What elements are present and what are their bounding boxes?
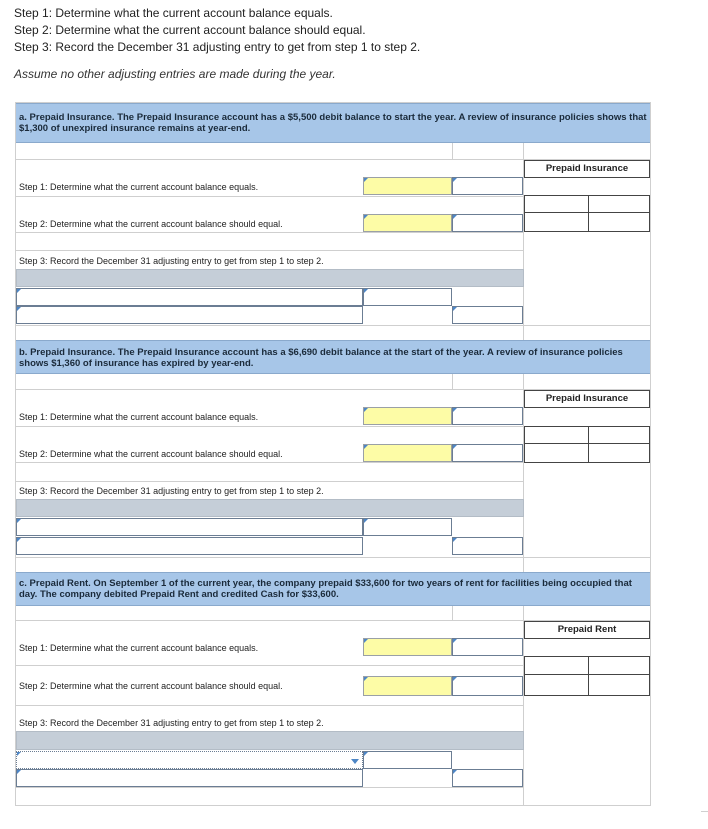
section-b-t-account-credit-cell[interactable] [588,443,650,463]
section-a-journal-header-bar [16,269,524,287]
input-corner-marker [364,215,368,219]
instruction-step3: Step 3: Record the December 31 adjusting entry to get from step 1 to step 2. [14,40,421,54]
section-a-step1-answer[interactable] [363,177,452,195]
input-corner-marker [453,408,457,412]
section-c-entry2-credit-input[interactable] [452,769,523,787]
grid-line [16,325,650,326]
section-a-entry2-credit-input[interactable] [452,306,523,324]
section-a-step2-amount-input[interactable] [452,214,523,232]
input-corner-marker [453,538,457,542]
section-b-t-account-debit-cell[interactable] [524,426,589,444]
instruction-step2: Step 2: Determine what the current account balance should equal. [14,23,366,37]
input-corner-marker [364,677,368,681]
section-a-step3-label: Step 3: Record the December 31 adjusting entry to get from step 1 to step 2. [19,256,324,266]
section-c-entry1-debit-input[interactable] [363,751,452,769]
section-b-entry1-debit-input[interactable] [363,518,452,536]
grid-line [16,196,524,197]
section-c-step1-label: Step 1: Determine what the current account balance equals. [19,643,259,653]
grid-line [16,426,524,427]
section-c-entry2-account-select[interactable] [16,769,363,787]
input-corner-marker [364,408,368,412]
input-corner-marker [364,178,368,182]
input-corner-marker [364,445,368,449]
divider [701,811,708,812]
section-c-step1-amount-input[interactable] [452,638,523,656]
section-c-t-account-title: Prepaid Rent [524,621,650,639]
grid-line [16,557,650,558]
input-corner-marker [17,752,21,756]
section-a-t-account-title: Prepaid Insurance [524,160,650,178]
section-a-step1-label: Step 1: Determine what the current account balance equals. [19,182,259,192]
section-b-t-account-debit-cell[interactable] [524,443,589,463]
section-b-step1-answer[interactable] [363,407,452,425]
section-c-step2-answer[interactable] [363,676,452,696]
input-corner-marker [453,677,457,681]
section-a-header: a. Prepaid Insurance. The Prepaid Insurance account has a $5,500 debit balance to start the year. A review of insurance policies shows that $1,300 of unexpired insurance remains at year-end. [16,103,650,143]
section-a-step2-label: Step 2: Determine what the current account balance should equal. [19,219,283,229]
grid-line [16,462,524,463]
input-corner-marker [453,307,457,311]
section-a-t-account-credit-cell[interactable] [588,195,650,213]
section-b-t-account-credit-cell[interactable] [588,426,650,444]
input-corner-marker [453,770,457,774]
section-c-step3-label: Step 3: Record the December 31 adjusting entry to get from step 1 to step 2. [19,718,324,728]
section-c-t-account-credit-cell[interactable] [588,674,650,696]
section-a-entry2-account-select[interactable] [16,306,363,324]
instruction-step1: Step 1: Determine what the current account balance equals. [14,6,333,20]
section-c-step2-amount-input[interactable] [452,676,523,696]
input-corner-marker [17,289,21,293]
section-b-header: b. Prepaid Insurance. The Prepaid Insurance account has a $6,690 debit balance at the start of the year. A review of insurance policies shows $1,360 of insurance has expired by year-end. [16,340,650,374]
grid-line [523,325,524,340]
grid-line [452,143,453,159]
section-c-entry1-account-select[interactable] [16,751,363,769]
section-c-t-account-debit-cell[interactable] [524,674,589,696]
section-b-journal-header-bar [16,499,524,517]
section-a-step2-answer[interactable] [363,214,452,232]
input-corner-marker [453,178,457,182]
input-corner-marker [17,307,21,311]
section-c-step1-answer[interactable] [363,638,452,656]
input-corner-marker [364,519,368,523]
input-corner-marker [453,445,457,449]
chevron-down-icon[interactable] [351,759,359,764]
section-a-t-account-debit-cell[interactable] [524,212,589,232]
section-a-entry1-debit-input[interactable] [363,288,452,306]
section-b-step1-label: Step 1: Determine what the current account balance equals. [19,412,259,422]
grid-line [523,557,524,572]
section-c-journal-header-bar [16,731,524,750]
grid-line [452,374,453,389]
section-b-t-account-title: Prepaid Insurance [524,390,650,408]
section-b-step1-amount-input[interactable] [452,407,523,425]
input-corner-marker [453,639,457,643]
section-c-header: c. Prepaid Rent. On September 1 of the current year, the company prepaid $33,600 for two years of rent for facilities being occupied that day. The company debited Prepaid Rent and credited Cash for $33,600. [16,572,650,606]
input-corner-marker [17,770,21,774]
section-c-step2-label: Step 2: Determine what the current account balance should equal. [19,681,283,691]
section-b-entry2-credit-input[interactable] [452,537,523,555]
section-b-step3-label: Step 3: Record the December 31 adjusting entry to get from step 1 to step 2. [19,486,324,496]
section-b-step2-answer[interactable] [363,444,452,462]
input-corner-marker [364,639,368,643]
grid-line [16,665,524,666]
input-corner-marker [364,752,368,756]
section-a-t-account-credit-cell[interactable] [588,212,650,232]
section-b-entry2-account-select[interactable] [16,537,363,555]
section-a-step1-amount-input[interactable] [452,177,523,195]
grid-line [16,250,524,251]
grid-line [16,705,524,706]
grid-line [16,232,524,233]
section-c-t-account-debit-cell[interactable] [524,656,589,675]
input-corner-marker [364,289,368,293]
instruction-assumption: Assume no other adjusting entries are made during the year. [14,67,336,81]
input-corner-marker [453,215,457,219]
grid-line [16,481,524,482]
section-b-entry1-account-select[interactable] [16,518,363,536]
section-b-step2-amount-input[interactable] [452,444,523,462]
grid-line [452,606,453,620]
section-a-entry1-account-select[interactable] [16,288,363,306]
input-corner-marker [17,538,21,542]
section-b-step2-label: Step 2: Determine what the current account balance should equal. [19,449,283,459]
input-corner-marker [17,519,21,523]
grid-line [16,787,524,788]
section-a-t-account-debit-cell[interactable] [524,195,589,213]
section-c-t-account-credit-cell[interactable] [588,656,650,675]
